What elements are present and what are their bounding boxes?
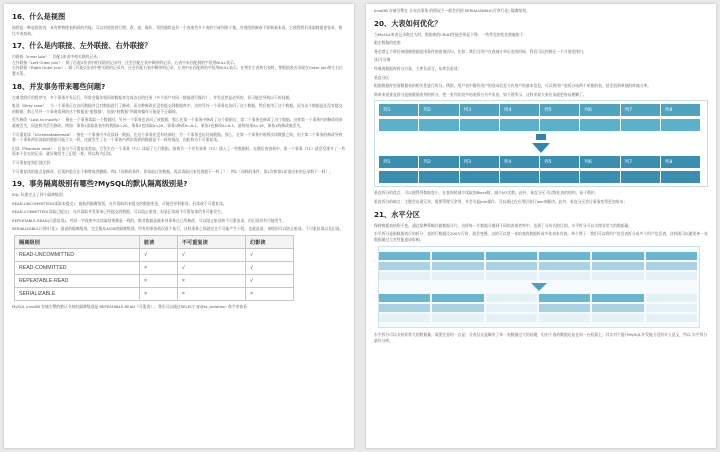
section-21-para-1: 保持数据表结构不变，通过某种策略存储数据分片。这样每一片数据分散到不同的表或者库中，达到了分布式的目的。水平拆分可以支撑非常大的数据量。 <box>374 222 633 228</box>
table-cell: √ <box>177 262 245 275</box>
block <box>539 272 590 280</box>
column-cell: 列6 <box>580 104 620 116</box>
block <box>646 314 697 322</box>
section-18-para-4: 不可重复读（Unrepeatableread）：指在一个事务内多次读同一数据。在这个事务还没有结束时，另一个事务也访问该数据。那么，在第一个事务中的两次读数据之间，由于第二个事务的修改导致第一个事务两次读取的数据可能不太一样。这就发生了在一个事务内两次读到的数据是不一样的情况，因此称为不可重复读。 <box>12 131 343 143</box>
column-cell <box>460 119 500 131</box>
section-17-title: 17、什么是内联接、左外联接、右外联接？ <box>12 41 152 51</box>
block <box>592 304 643 312</box>
column-cell: 列1 <box>379 156 419 168</box>
table-cell: √ <box>246 249 294 262</box>
table-cell: × <box>139 288 177 301</box>
section-18-para-1: 在典型的应用程序中，多个事务并发运行，经常会操作相同的数据来完成各自的任务（多个用户对同一数据进行操作）。并发虽然是必须的，但可能会导致以下的问题。 <box>12 94 293 100</box>
block <box>432 272 483 280</box>
block <box>539 252 590 260</box>
table-cell: SERIALIZABLE <box>15 288 140 301</box>
table-row <box>15 262 294 275</box>
down-arrow-icon <box>532 143 550 153</box>
down-arrow-stem <box>536 134 546 140</box>
block <box>379 272 430 280</box>
section-18-para-2: 脏读（Dirty read）：当一个事务正在访问数据并且对数据进行了修改，而这种修改还没有提交到数据库中，这时另外一个事务也访问了这个数据，然后使用了这个数据。因为这个数据是还没有提交的数据，那么另外一个事务读到的这个数据是“脏数据”，依据“脏数据”所做的操作可能是不正确的。 <box>12 103 343 114</box>
column-cell <box>661 119 701 131</box>
column-cell: 列4 <box>500 104 540 116</box>
column-cell <box>500 171 540 183</box>
vertical-split-cons: 垂直拆分的缺点：主键会出现冗余，需要管理冗余列，并会引起Join操作，可以通过在应用层进行Join来解决。此外，垂直分区会让事务变得更加复杂； <box>374 198 628 204</box>
section-16-title: 16、什么是视图 <box>12 12 66 21</box>
column-cell <box>540 171 580 183</box>
table-columns-row <box>379 119 701 131</box>
table-header-row <box>15 236 294 249</box>
vertical-split-diagram <box>374 100 708 187</box>
table-cell: READ-UNCOMMITTED <box>15 249 140 262</box>
block <box>486 272 537 280</box>
left-join-line: 左外联接（Left Outer Join）：除了匹配2张表中相关联的记录外，还会匹配左表中剩余的记录，右表中未匹配到的字段用NULL表示。 <box>12 59 238 65</box>
level-repeatable-read: REPEATABLE-READ(可重复读)：对同一字段的多次读取结果都是一致的，除非数据是被本身事务自己所修改，可以阻止脏读和不可重复读，但幻读仍有可能发生。 <box>12 217 287 223</box>
column-cell <box>379 171 419 183</box>
column-cell <box>661 171 701 183</box>
section-18-para-3: 丢失修改（Lost to modify）：指在一个事务读取一个数据时，另外一个事务也访问了该数据，那么在第一个事务中修改了这个数据后，第二个事务也修改了这个数据。这样第一个事务内的修改结果就被丢失，因此称为丢失修改。例如：事务1读取某表中的数据A=20，事务2也读取A=20，事务1修改A=A-1，事务2也修改A=A-1，最终结果A=19，事务1的修改被丢失。 <box>12 117 343 128</box>
column-cell: 列2 <box>419 156 459 168</box>
table-cell: × <box>139 262 177 275</box>
column-cell <box>419 171 459 183</box>
right-top-line: InnoDB 存储引擎在 分布式事务 的情况下一般会用到 SERIALIZABLE(可串行化) 隔离级别。 <box>374 8 530 13</box>
column-cell <box>460 171 500 183</box>
table-cell: × <box>139 275 177 288</box>
row-block <box>379 252 699 260</box>
block <box>486 262 537 270</box>
column-cell: 列3 <box>460 156 500 168</box>
block <box>592 294 643 302</box>
block <box>646 262 697 270</box>
block <box>646 272 697 280</box>
vertical-split-pros: 垂直拆分的优点：可以使得列数据变小，在查询时减少读取的Block数，减少I/O次数。此外，垂直分区可以简化表的结构，易于维护。 <box>374 190 599 196</box>
table-row <box>15 288 294 301</box>
table-cell: × <box>177 275 245 288</box>
block <box>539 304 590 312</box>
block <box>539 314 590 322</box>
level-read-committed: READ-COMMITTED(读取已提交)：允许读取并发事务已经提交的数据，可以阻止脏读，但是幻读或不可重复读仍有可能发生。 <box>12 209 225 215</box>
column-cell <box>621 171 661 183</box>
table-header: 不可重复读 <box>177 236 245 249</box>
block <box>432 314 483 322</box>
table-cell: √ <box>177 249 245 262</box>
left-page <box>4 4 354 448</box>
block <box>592 314 643 322</box>
right-join-line: 右外联接（Right Outer Join）：除了匹配2张表中相关联的记录外，还会匹配右表中剩余的记录，左表中未匹配到的字段用NULL表示。在判定左表和右表时，要根据表名出现在Outer Join的左右位置关系。 <box>12 65 343 76</box>
table-header: 幻影读 <box>246 236 294 249</box>
split-columns-row <box>379 156 701 168</box>
section-18-para-5: 幻读（Phantom read）：幻读与不可重复读类似。它发生在一个事务（T1）读取了几行数据，接着另一个并发事务（T2）插入了一些数据时。在随后的查询中，第一个事务（T1）就会发现多了一些原本不存在的记录，就好像发生了幻觉一样，所以称为幻读。 <box>12 145 346 157</box>
column-cell: 列7 <box>621 156 661 168</box>
section-21-para-2: 水平拆分是指数据表行的拆分，表的行数超过200万行时，就会变慢，这时可以把一张的表的数据拆成多张表来存放。举个例子：我们可以将用户信息表拆分成多个用户信息表，这样就可以避免单一表数据量过大对性能造成影响。 <box>374 231 708 242</box>
column-cell: 列6 <box>580 156 620 168</box>
split-columns-row <box>379 171 701 183</box>
block <box>379 262 430 270</box>
row-block <box>379 314 699 322</box>
block <box>379 314 430 322</box>
level-read-uncommitted: READ-UNCOMMITTED(读取未提交)：最低的隔离级别，允许读取尚未提交的数据变更，可能会导致脏读、幻读或不可重复读。 <box>12 200 227 206</box>
block <box>432 262 483 270</box>
section-20-para-7: 根据数据库里面数据表的相关性进行拆分。例如，用户表中既有用户的登录信息又有用户的基本信息，可以将用户表拆分成两个单独的表，甚至放到单独的库做分库。 <box>374 83 652 89</box>
column-cell <box>540 119 580 131</box>
block <box>646 252 697 260</box>
column-cell: 列4 <box>500 156 540 168</box>
row-block <box>379 262 699 270</box>
block <box>486 294 537 302</box>
column-cell: 列8 <box>661 156 701 168</box>
table-header: 脏读 <box>139 236 177 249</box>
level-serializable: SERIALIZABLE(可串行化)：最高的隔离级别，完全服从ACID的隔离级别。所有的事务依次逐个执行，这样事务之间就完全不可能产生干扰，也就是说，该级别可以防止脏读、不可重复读以及幻读。 <box>12 226 344 232</box>
row-block <box>379 294 699 302</box>
column-cell: 列5 <box>540 156 580 168</box>
section-20-para-5: 经典的数据库拆分方案，主库负责写，从库负责读； <box>374 65 462 71</box>
section-21-bottom: 水平拆分可以支持非常大的数据量。需要注意的一点是：分表仅仅是解决了单一表数据过大的问题，但由于表的数据还是在同一台机器上，其实对于提升MySQL并发能力没有什么意义，所以 水平拆分最好分库。 <box>374 332 708 343</box>
table-cell: × <box>177 288 245 301</box>
block <box>432 294 483 302</box>
section-20-para-8: 简单来说垂直拆分是指数据表列的拆分，把一张列比较多的表拆分为多张表。如下图所示，这样来说大家应该就更容易理解了。 <box>374 91 587 97</box>
block <box>592 252 643 260</box>
block <box>592 272 643 280</box>
section-20-para-4: 读/写分离 <box>374 57 391 63</box>
block <box>379 252 430 260</box>
table-cell: READ-COMMITTED <box>15 262 140 275</box>
section-18-title: 18、并发事务带来哪些问题? <box>12 81 106 91</box>
section-18-para-6: 不可重复度和幻读区别： <box>12 159 54 165</box>
block <box>646 304 697 312</box>
column-cell: 列2 <box>419 104 459 116</box>
row-block <box>379 272 699 280</box>
block <box>379 304 430 312</box>
table-header: 隔离级别 <box>15 236 140 249</box>
section-19-intro: SQL 标准定义了四个隔离级别： <box>12 192 67 198</box>
table-cell: × <box>246 288 294 301</box>
section-19-footer: MySQL InnoDB 存储引擎的默认支持的隔离级别是 REPEATABLE-READ（可重读）。我们可以通过SELECT @@tx_isolation; 命令来查看 <box>12 304 247 310</box>
column-cell: 列8 <box>661 104 701 116</box>
block <box>539 262 590 270</box>
down-arrow-icon <box>531 283 547 291</box>
block <box>432 252 483 260</box>
block <box>646 294 697 302</box>
column-cell: 列5 <box>540 104 580 116</box>
block <box>592 262 643 270</box>
section-20-para-2: 限定数据的范围 <box>374 40 401 46</box>
block <box>486 304 537 312</box>
horizontal-split-diagram <box>378 246 700 328</box>
column-cell <box>379 119 419 131</box>
section-21-title: 21、水平分区 <box>374 209 420 219</box>
section-17-list <box>12 54 346 76</box>
column-cell <box>580 171 620 183</box>
section-16-body: 视图是一种虚拟的表，具有和物理表相同的功能。可以对视图进行增，改，查，操作，试图通常是有一个表或者多个表的行或列的子集。对视图的修改不影响基本表。它使得我们获取数据更容易，相比多表查询。 <box>12 25 343 36</box>
column-cell: 列7 <box>621 104 661 116</box>
column-cell <box>500 119 540 131</box>
row-block <box>379 304 699 312</box>
block <box>379 294 430 302</box>
column-cell <box>419 119 459 131</box>
column-cell <box>621 119 661 131</box>
block <box>432 304 483 312</box>
column-cell: 列3 <box>460 104 500 116</box>
column-cell <box>580 119 620 131</box>
table-cell: √ <box>246 262 294 275</box>
block <box>486 314 537 322</box>
table-columns-row <box>379 104 701 116</box>
section-19-title: 19、事务隔离级别有哪些?MySQL的默认隔离级别是? <box>12 179 188 189</box>
column-cell: 列1 <box>379 104 419 116</box>
table-row <box>15 275 294 288</box>
block <box>539 294 590 302</box>
section-20-title: 20、大表如何优化？ <box>374 18 442 28</box>
table-row <box>15 249 294 262</box>
table-cell: √ <box>139 249 177 262</box>
table-cell: REPEATABLE-READ <box>15 275 140 288</box>
isolation-table <box>14 235 294 301</box>
inner-join-line: 内联接（Inner Join）：匹配2张表中相关联的记录。 <box>12 54 101 60</box>
block <box>486 252 537 260</box>
right-page <box>366 4 716 448</box>
table-cell: √ <box>246 275 294 288</box>
section-20-para-3: 务必禁止不带任何限制数据范围条件的查询语句。比如：我们当用户在查询订单历史的时候，我们可以控制在一个月的范围内； <box>374 48 587 54</box>
section-20-para-6: 垂直分区 <box>374 74 390 80</box>
section-20-para-1: 当MySQL单表记录数过大时，数据库的CRUD性能会明显下降，一些常见的优化措施如下： <box>374 31 528 37</box>
section-18-para-7: 不可重复读的重点是修改，幻读的重点在于新增或者删除。例1（同样的条件，你读取过的数据，再次读取出来发现值不一样了）：例2（同样的条件，第1次和第2次读出来的记录数不一样）。 <box>12 168 334 174</box>
